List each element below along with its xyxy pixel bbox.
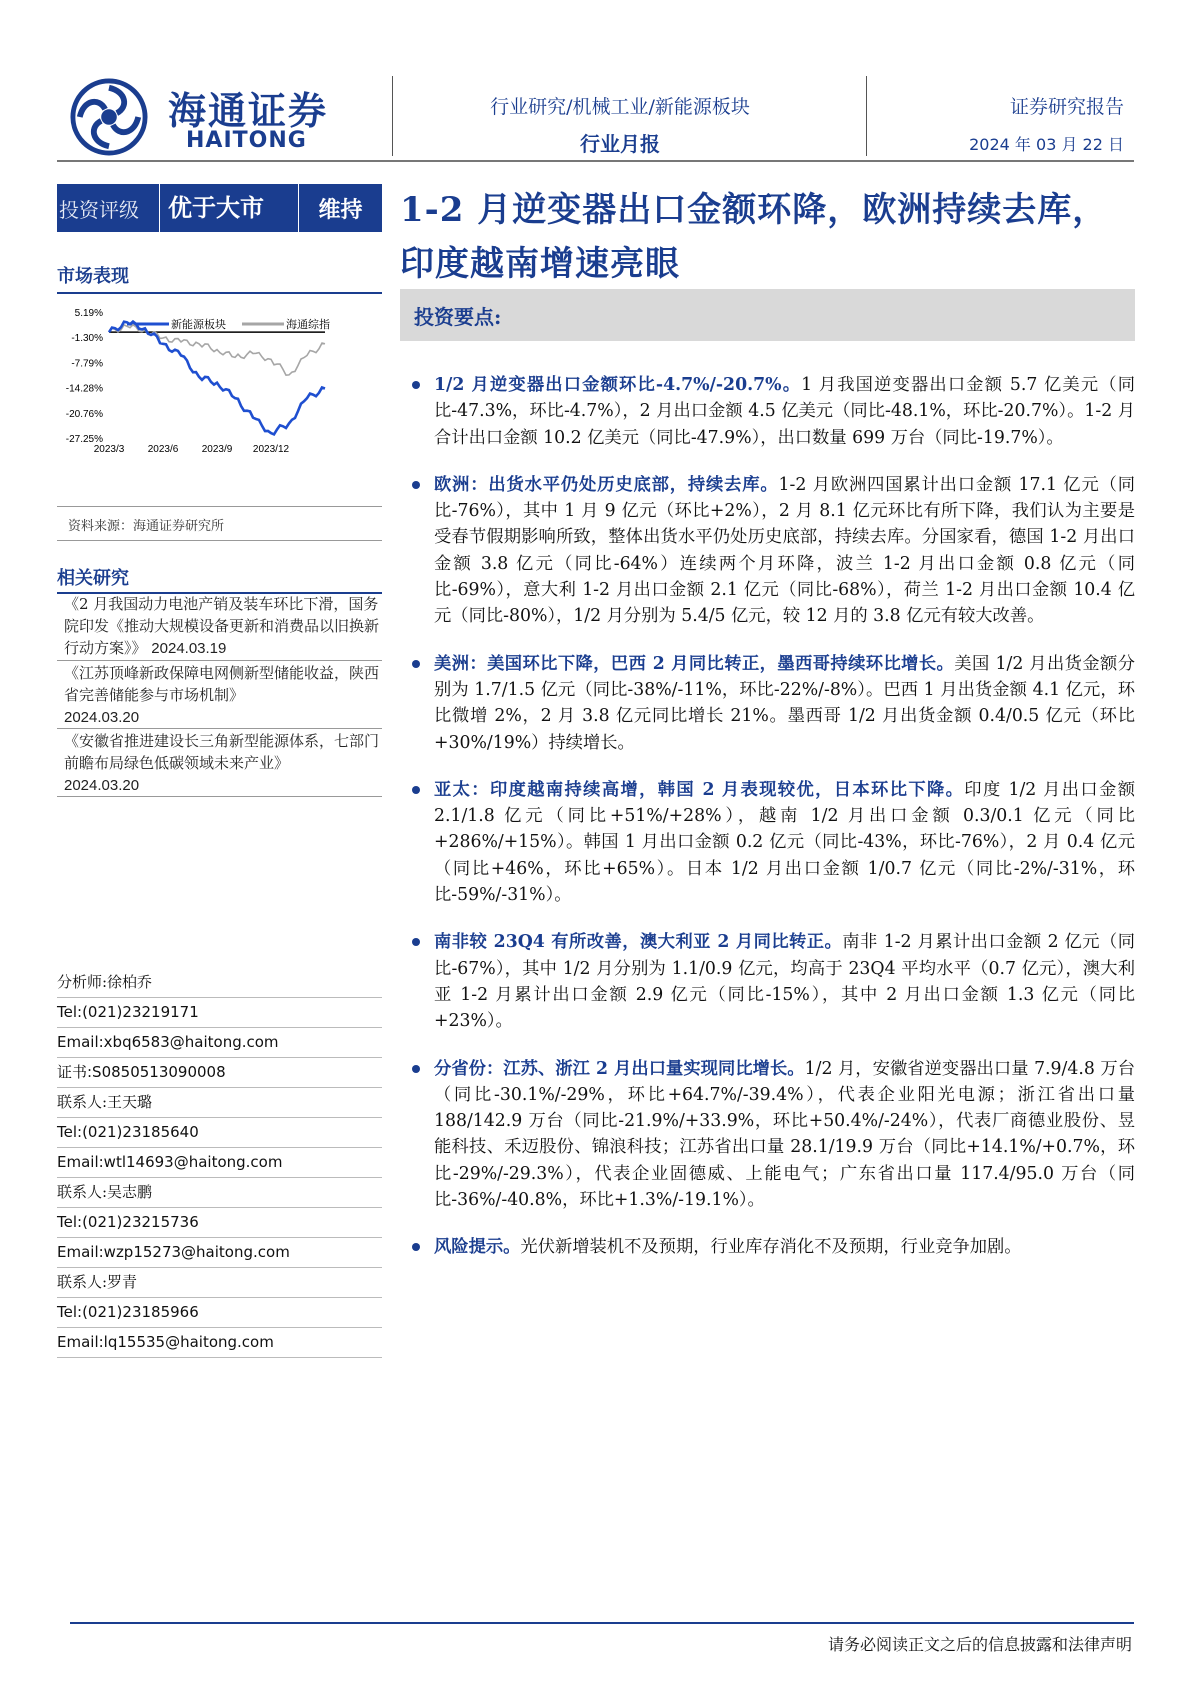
contact-cert: 证书:S0850513090008 (57, 1058, 382, 1088)
related-item[interactable] (64, 730, 382, 797)
contact-email[interactable]: Email:xbq6583@haitong.com (57, 1028, 382, 1058)
y-tick-label: -20.76% (65, 408, 103, 420)
header-rule (57, 160, 1134, 162)
key-points-list (406, 372, 1135, 1282)
report-date: 2024 年 03 月 22 日 (969, 135, 1124, 154)
contact-email[interactable]: Email:wzp15273@haitong.com (57, 1238, 382, 1268)
key-point-heading: 分省份：江苏、浙江 2 月出口量实现同比增长。 (434, 1058, 805, 1079)
related-item-date: 2024.03.20 (64, 777, 140, 794)
x-tick-label: 2023/9 (201, 444, 233, 455)
related-item-date: 2024.03.19 (151, 640, 227, 657)
key-point-body: 1 月我国逆变器出口金额 5.7 亿美元（同比-47.3%，环比-4.7%），2 月出口金额 4.5 亿美元（同比-48.1%，环比-20.7%）。1-2 月合计出口金额 10.2 亿美元（同比-47.9%），出口数量 699 万台（同比-19.7%）。 (434, 375, 1135, 448)
key-point-body: 美国 1/2 月出货金额分别为 1.7/1.5 亿元（同比-38%/-11%，环比-22%/-8%）。巴西 1 月出货金额 4.1 亿元，环比微增 2%，2 月 3.8 亿元同比增长 21%。墨西哥 1/2 月出货金额 0.4/0.5 亿元（环比+30%/19%）持续增长。 (434, 653, 1135, 753)
related-research-heading: 相关研究 (57, 568, 129, 589)
report-kind: 证券研究报告 (1009, 96, 1124, 118)
key-points-bar (400, 289, 1135, 341)
chart-legend (127, 317, 330, 331)
rating-label: 投资评级 (59, 197, 139, 222)
contact-tel: Tel:(021)23219171 (57, 998, 382, 1028)
rating-value: 优于大市 (159, 184, 299, 232)
contact-role: 联系人:吴志鹏 (57, 1178, 382, 1208)
y-tick-label: -7.79% (71, 358, 103, 370)
chart-rule (57, 506, 382, 507)
key-point-body: 印度 1/2 月出口金额 2.1/1.8 亿元（同比+51%/+28%），越南 1/2 月出口金额 0.3/0.1 亿元（同比+286%/+15%）。韩国 1 月出口金额 0.2 亿元（同比-43%，环比-76%），2 月 0.4 亿元（同比+46%，环比+65%）。日本 1/2 月出口金额 1/0.7 亿元（同比-2%/-31%，环比-59%/-31%）。 (434, 779, 1135, 906)
x-tick-label: 2023/3 (93, 444, 125, 455)
key-point-body: 光伏新增装机不及预期，行业库存消化不及预期，行业竞争加剧。 (520, 1237, 1022, 1258)
footer-disclaimer[interactable]: 请务必阅读正文之后的信息披露和法律声明 (827, 1635, 1132, 1654)
contact-tel: Tel:(021)23185640 (57, 1118, 382, 1148)
y-tick-label: 5.19% (74, 308, 103, 319)
key-point (406, 1234, 1135, 1260)
legend-label-index: 海通综指 (286, 318, 330, 331)
key-point (406, 651, 1135, 756)
related-item-date: 2024.03.20 (64, 709, 140, 726)
related-item-title: 《2 月我国动力电池产销及装车环比下滑，国务院印发《推动大规模设备更新和消费品以旧换新行动方案》》 (64, 595, 380, 657)
bullet-dot-icon (412, 381, 420, 389)
market-performance-chart (57, 302, 382, 502)
key-point-body: 1-2 月欧洲四国累计出口金额 17.1 亿元（同比-76%），其中 1 月 9 亿元（环比+2%），2 月 8.1 亿元环比有所下降，我们认为主要是受春节假期影响所致，整体出货水平仍处历史底部，持续去库。分国家看，德国 1-2 月出口金额 3.8 亿元（同比-64%）连续两个月环降，波兰 1-2 月出口金额 0.8 亿元（同比-69%），意大利 1-2 月出口金额 2.1 亿元（同比-68%），荷兰 1-2 月出口金额 10.4 亿元（同比-80%），1/2 月分别为 5.4/5 亿元，较 12 月的 3.8 亿元有较大改善。 (434, 474, 1135, 627)
logo-english-name: HAITONG (186, 128, 307, 153)
x-tick-label: 2023/6 (147, 444, 179, 455)
key-point-body: 1/2 月，安徽省逆变器出口量 7.9/4.8 万台（同比-30.1%/-29%，环比+64.7%/-39.4%），代表企业阳光电源；浙江省出口量 188/142.9 万台（同比-21.9%/+33.9%，环比+50.4%/-24%），代表厂商德业股份、昱能科技、禾迈股份、锦浪科技；江苏省出口量 28.1/19.9 万台（同比+14.1%/+0.7%，环比-29%/-29.3%），代表企业固德威、上能电气；广东省出口量 117.4/95.0 万台（同比-36%/-40.8%，环比+1.3%/-19.1%）。 (434, 1058, 1135, 1211)
report-category: 行业研究/机械工业/新能源板块 (490, 96, 750, 118)
key-point (406, 777, 1135, 908)
related-divider (57, 660, 382, 661)
bullet-dot-icon (412, 1065, 420, 1073)
related-item[interactable] (64, 593, 382, 660)
footer-rule (70, 1622, 1134, 1624)
key-point-heading: 亚太：印度越南持续高增，韩国 2 月表现较优，日本环比下降。 (434, 779, 965, 800)
contact-role: 联系人:王天璐 (57, 1088, 382, 1118)
key-points-label: 投资要点: (414, 305, 502, 329)
rating-action: 维持 (318, 196, 363, 223)
related-item-title: 《江苏顶峰新政保障电网侧新型储能收益，陕西省完善储能参与市场机制》 (64, 664, 380, 704)
key-point-heading: 南非较 23Q4 有所改善，澳大利亚 2 月同比转正。 (434, 932, 843, 953)
key-point-heading: 风险提示。 (434, 1237, 521, 1258)
header-divider (866, 76, 867, 156)
y-tick-label: -14.28% (65, 383, 103, 395)
y-tick-label: -1.30% (71, 333, 103, 345)
haitong-logo-icon (70, 78, 148, 156)
contact-tel: Tel:(021)23185966 (57, 1298, 382, 1328)
contact-tel: Tel:(021)23215736 (57, 1208, 382, 1238)
bullet-dot-icon (412, 786, 420, 794)
investment-rating-box (57, 184, 382, 232)
related-item[interactable] (64, 662, 382, 729)
related-item-title: 《安徽省推进建设长三角新型能源体系，七部门前瞻布局绿色低碳领域未来产业》 (64, 732, 380, 772)
report-type: 行业月报 (580, 132, 660, 156)
key-point-body: 南非 1-2 月累计出口金额 2 亿元（同比-67%），其中 1/2 月分别为 1.1/0.9 亿元，均高于 23Q4 平均水平（0.7 亿元），澳大利亚 1-2 月累计出口金额 2.9 亿元（同比-15%），其中 2 月出口金额 1.3 亿元（同比+23%）。 (434, 932, 1135, 1032)
contact-role: 分析师:徐柏乔 (57, 968, 382, 998)
analyst-contacts (57, 968, 382, 1358)
market-heading-rule (57, 292, 382, 294)
report-title: 1-2 月逆变器出口金额环降，欧洲持续去库，印度越南增速亮眼 (400, 190, 1108, 284)
key-point (406, 1056, 1135, 1214)
bullet-dot-icon (412, 938, 420, 946)
x-tick-label: 2023/12 (252, 444, 290, 455)
logo-chinese-name: 海通证券 (168, 88, 329, 133)
bullet-dot-icon (412, 481, 420, 489)
source-rule (57, 540, 382, 541)
bullet-dot-icon (412, 1243, 420, 1251)
legend-label-sector: 新能源板块 (171, 318, 226, 331)
related-divider (57, 796, 382, 797)
key-point-heading: 1/2 月逆变器出口金额环比-4.7%/-20.7%。 (434, 375, 802, 395)
contact-email[interactable]: Email:lq15535@haitong.com (57, 1328, 382, 1358)
chart-source-note: 资料来源：海通证券研究所 (68, 519, 225, 534)
series-line-sector (109, 322, 325, 435)
contact-role: 联系人:罗青 (57, 1268, 382, 1298)
key-point-heading: 美洲：美国环比下降，巴西 2 月同比转正，墨西哥持续环比增长。 (434, 653, 955, 674)
key-point-heading: 欧洲：出货水平仍处历史底部，持续去库。 (434, 474, 779, 495)
contact-email[interactable]: Email:wtl14693@haitong.com (57, 1148, 382, 1178)
y-tick-label: -27.25% (65, 434, 103, 445)
key-point (406, 472, 1135, 630)
bullet-dot-icon (412, 660, 420, 668)
key-point (406, 929, 1135, 1034)
related-divider (57, 728, 382, 729)
market-performance-heading: 市场表现 (57, 266, 129, 287)
key-point (406, 372, 1135, 451)
